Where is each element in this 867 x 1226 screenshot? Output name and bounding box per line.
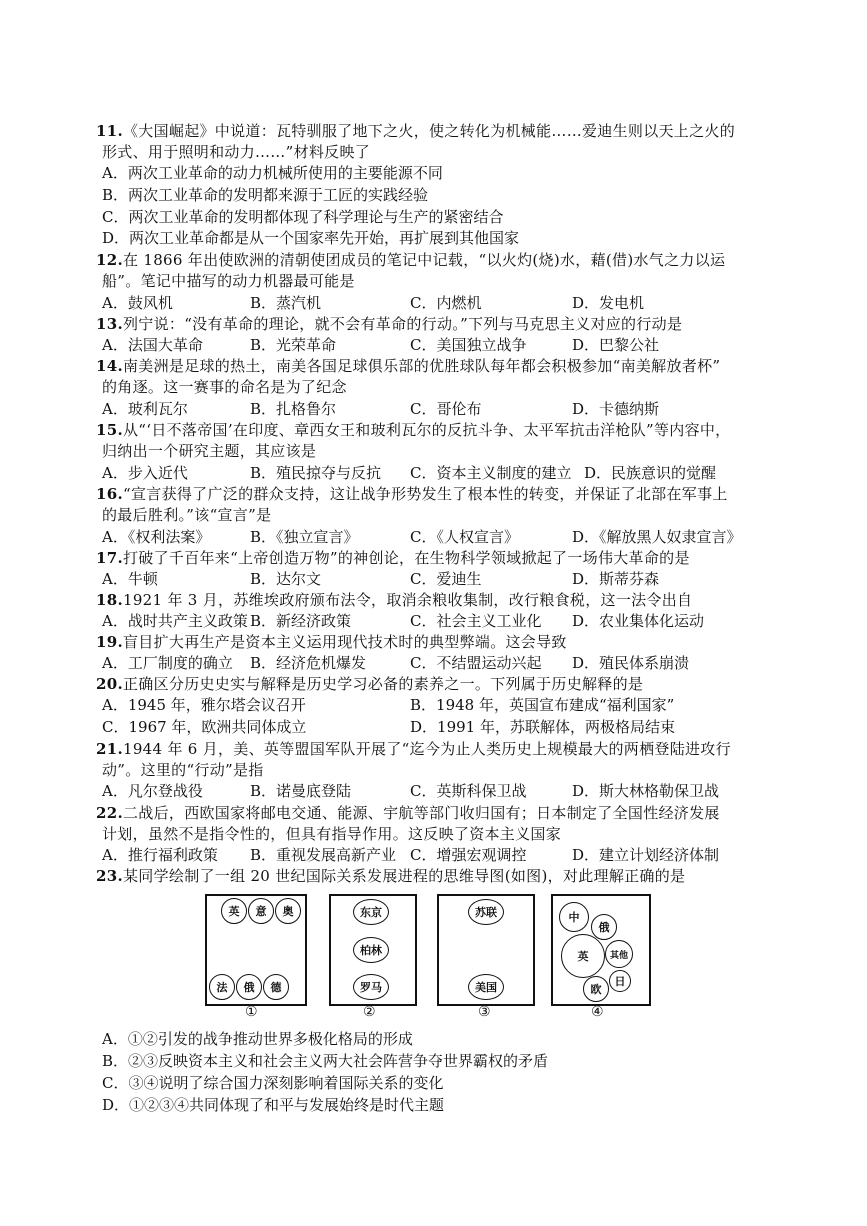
question-12-option-a[interactable]: A．鼓风机 [102, 294, 173, 312]
question-21-stem-line1 [96, 740, 731, 758]
question-22-option-a[interactable]: A．推行福利政策 [102, 846, 218, 864]
question-13-option-a[interactable]: A．法国大革命 [102, 336, 203, 354]
node-russia: 俄 [236, 974, 262, 1000]
question-17-stem-line1 [96, 549, 690, 567]
question-21-stem-line2: 动”。这里的“行动”是指 [102, 761, 264, 779]
question-15-option-a[interactable]: A．步入近代 [102, 464, 188, 482]
question-21-option-c[interactable]: C．英斯科保卫战 [410, 782, 527, 800]
panel-2-caption: ② [363, 1004, 376, 1020]
question-11-stem-line2: 形式、用于照明和动力……”材料反映了 [102, 143, 371, 161]
question-14-option-b[interactable]: B．扎格鲁尔 [250, 400, 337, 418]
question-13-number: 13. [96, 315, 123, 333]
question-18-option-d[interactable]: D．农业集体化运动 [572, 612, 705, 630]
question-16-option-d[interactable]: D．《解放黑人奴隶宣言》 [572, 528, 742, 546]
question-18-stem-line1 [96, 591, 692, 609]
question-19-stem-line1 [96, 633, 567, 651]
question-20-option-b[interactable]: B．1948 年，英国宣布建成“福利国家” [410, 696, 675, 714]
question-20-number: 20. [96, 675, 123, 693]
question-23-option-d[interactable]: D．①②③④共同体现了和平与发展始终是时代主题 [102, 1096, 445, 1114]
question-12-option-d[interactable]: D．发电机 [572, 294, 645, 312]
question-13-text: 列宁说：“没有革命的理论，就不会有革命的行动。”下列与马克思主义对应的行动是 [123, 315, 683, 333]
node-britain: 英 [221, 898, 247, 924]
question-17-option-c[interactable]: C．爱迪生 [410, 570, 482, 588]
question-19-option-d[interactable]: D．殖民体系崩溃 [572, 654, 690, 672]
question-21-option-d[interactable]: D．斯大林格勒保卫战 [572, 782, 720, 800]
question-17-option-d[interactable]: D．斯蒂芬森 [572, 570, 660, 588]
node-italy: 意 [248, 898, 274, 924]
question-15-stem-line1 [96, 421, 730, 439]
question-11-option-b[interactable]: B．两次工业革命的发明都来源于工匠的实践经验 [102, 186, 429, 204]
panel-4-caption: ④ [591, 1004, 604, 1020]
question-15-option-b[interactable]: B．殖民掠夺与反抗 [250, 464, 382, 482]
node-austria: 奥 [275, 898, 301, 924]
question-16-number: 16. [96, 485, 123, 503]
question-20-option-c[interactable]: C．1967 年，欧洲共同体成立 [102, 718, 307, 736]
question-11-stem-line1 [96, 122, 735, 140]
question-11-text: 《大国崛起》中说道：瓦特驯服了地下之火，使之转化为机械能……爱迪生则以天上之火的 [123, 122, 736, 140]
node-usa-2: 英 [561, 934, 605, 978]
question-17-text: 打破了千百年来“上帝创造万物”的神创论，在生物科学领域掀起了一场伟大革命的是 [123, 549, 690, 567]
question-16-option-c[interactable]: C．《人权宣言》 [410, 528, 519, 546]
question-11-option-d[interactable]: D．两次工业革命都是从一个国家率先开始，再扩展到其他国家 [102, 229, 520, 247]
question-13-option-b[interactable]: B．光荣革命 [250, 336, 337, 354]
node-france: 法 [209, 974, 235, 1000]
node-usa: 美国 [468, 974, 504, 1000]
question-14-text: 南美洲是足球的热土，南美各国足球俱乐部的优胜球队每年都会积极参加“南美解放者杯” [123, 357, 721, 375]
question-14-option-c[interactable]: C．哥伦布 [410, 400, 482, 418]
question-15-number: 15. [96, 421, 123, 439]
question-14-stem-line2: 的角逐。这一赛事的命名是为了纪念 [102, 378, 347, 396]
question-19-option-a[interactable]: A．工厂制度的确立 [102, 654, 233, 672]
question-19-number: 19. [96, 633, 123, 651]
question-22-number: 22. [96, 804, 123, 822]
question-16-stem-line1 [96, 485, 728, 503]
question-18-option-c[interactable]: C．社会主义工业化 [410, 612, 542, 630]
question-18-option-b[interactable]: B．新经济政策 [250, 612, 352, 630]
question-11-option-c[interactable]: C．两次工业革命的发明都体现了科学理论与生产的紧密结合 [102, 208, 504, 226]
question-17-number: 17. [96, 549, 123, 567]
question-11-option-a[interactable]: A．两次工业革命的动力机械所使用的主要能源不同 [102, 164, 443, 182]
question-12-option-c[interactable]: C．内燃机 [410, 294, 482, 312]
question-12-number: 12. [96, 251, 123, 269]
question-19-text: 盲目扩大再生产是资本主义运用现代技术时的典型弊端。这会导致 [123, 633, 567, 651]
question-20-option-d[interactable]: D．1991 年，苏联解体，两极格局结束 [410, 718, 675, 736]
question-17-option-a[interactable]: A．牛顿 [102, 570, 158, 588]
question-12-stem-line2: 船”。笔记中描写的动力机器最可能是 [102, 272, 355, 290]
question-23-option-b[interactable]: B．②③反映资本主义和社会主义两大社会阵营争夺世界霸权的矛盾 [102, 1052, 549, 1070]
question-19-option-c[interactable]: C．不结盟运动兴起 [410, 654, 542, 672]
node-europe: 欧 [583, 976, 609, 1002]
question-15-stem-line2: 归纳出一个研究主题，其应该是 [102, 442, 317, 460]
node-russia-2: 俄 [591, 914, 617, 940]
node-germany: 德 [263, 974, 289, 1000]
question-18-option-a[interactable]: A．战时共产主义政策 [102, 612, 248, 630]
question-22-option-c[interactable]: C．增强宏观调控 [410, 846, 527, 864]
question-16-option-b[interactable]: B．《独立宣言》 [250, 528, 359, 546]
question-15-option-d[interactable]: D．民族意识的觉醒 [584, 464, 717, 482]
panel-3-caption: ③ [478, 1004, 491, 1020]
question-16-option-a[interactable]: A．《权利法案》 [102, 528, 211, 546]
question-18-number: 18. [96, 591, 123, 609]
node-china: 中 [559, 902, 589, 932]
question-13-option-c[interactable]: C．美国独立战争 [410, 336, 527, 354]
question-19-option-b[interactable]: B．经济危机爆发 [250, 654, 367, 672]
relations-mind-map [205, 890, 655, 1020]
node-rome: 罗马 [353, 974, 389, 1000]
question-15-text: 从“‘日不落帝国’在印度、章西女王和玻利瓦尔的反抗斗争、太平军抗击洋枪队”等内容中， [123, 421, 731, 439]
node-ussr: 苏联 [468, 899, 504, 925]
question-20-stem-line1 [96, 675, 643, 693]
question-23-number: 23. [96, 867, 123, 885]
node-others: 其他 [605, 940, 633, 968]
question-21-text: 1944 年 6 月，美、英等盟国军队开展了“迄今为止人类历史上规模最大的两栖登陆进攻行 [123, 740, 731, 758]
node-japan: 日 [609, 970, 631, 992]
question-20-text: 正确区分历史史实与解释是历史学习必备的素养之一。下列属于历史解释的是 [123, 675, 644, 693]
question-23-option-c[interactable]: C．③④说明了综合国力深刻影响着国际关系的变化 [102, 1074, 444, 1092]
question-13-option-d[interactable]: D．巴黎公社 [572, 336, 660, 354]
question-14-option-a[interactable]: A．玻利瓦尔 [102, 400, 188, 418]
question-21-number: 21. [96, 740, 123, 758]
question-22-stem-line1 [96, 804, 720, 822]
question-22-option-d[interactable]: D．建立计划经济体制 [572, 846, 720, 864]
question-21-option-b[interactable]: B．诺曼底登陆 [250, 782, 352, 800]
question-15-option-c[interactable]: C．资本主义制度的建立 [410, 464, 572, 482]
question-13-stem-line1 [96, 315, 682, 333]
question-20-option-a[interactable]: A．1945 年，雅尔塔会议召开 [102, 696, 306, 714]
question-17-option-b[interactable]: B．达尔文 [250, 570, 322, 588]
question-16-text: “宣言获得了广泛的群众支持，这让战争形势发生了根本性的转变，并保证了北部在军事上 [123, 485, 728, 503]
question-12-stem-line1 [96, 251, 725, 269]
question-21-option-a[interactable]: A．凡尔登战役 [102, 782, 203, 800]
question-23-stem-line1 [96, 867, 685, 885]
question-23-option-a[interactable]: A．①②引发的战争推动世界多极化格局的形成 [102, 1030, 413, 1048]
node-berlin: 柏林 [353, 937, 389, 963]
question-22-option-b[interactable]: B．重视发展高新产业 [250, 846, 397, 864]
question-11-number: 11. [96, 122, 123, 140]
question-22-stem-line2: 计划，虽然不是指令性的，但具有指导作用。这反映了资本主义国家 [102, 825, 562, 843]
question-23-text: 某同学绘制了一组 20 世纪国际关系发展进程的思维导图(如图)，对此理解正确的是 [123, 867, 686, 885]
question-22-text: 二战后，西欧国家将邮电交通、能源、宇航等部门收归国有；日本制定了全国性经济发展 [123, 804, 720, 822]
question-16-stem-line2: 的最后胜利。”该“宣言”是 [102, 506, 272, 524]
question-18-text: 1921 年 3 月，苏维埃政府颁布法令，取消余粮收集制，改行粮食税，这一法令出自 [123, 591, 693, 609]
question-12-text: 在 1866 年出使欧洲的清朝使团成员的笔记中记载，“以火灼(烧)水，藉(借)水气之力以运 [123, 251, 726, 269]
panel-1-caption: ① [245, 1004, 258, 1020]
question-12-option-b[interactable]: B．蒸汽机 [250, 294, 322, 312]
question-14-option-d[interactable]: D．卡德纳斯 [572, 400, 660, 418]
node-tokyo: 东京 [353, 899, 389, 925]
question-14-stem-line1 [96, 357, 720, 375]
question-14-number: 14. [96, 357, 123, 375]
